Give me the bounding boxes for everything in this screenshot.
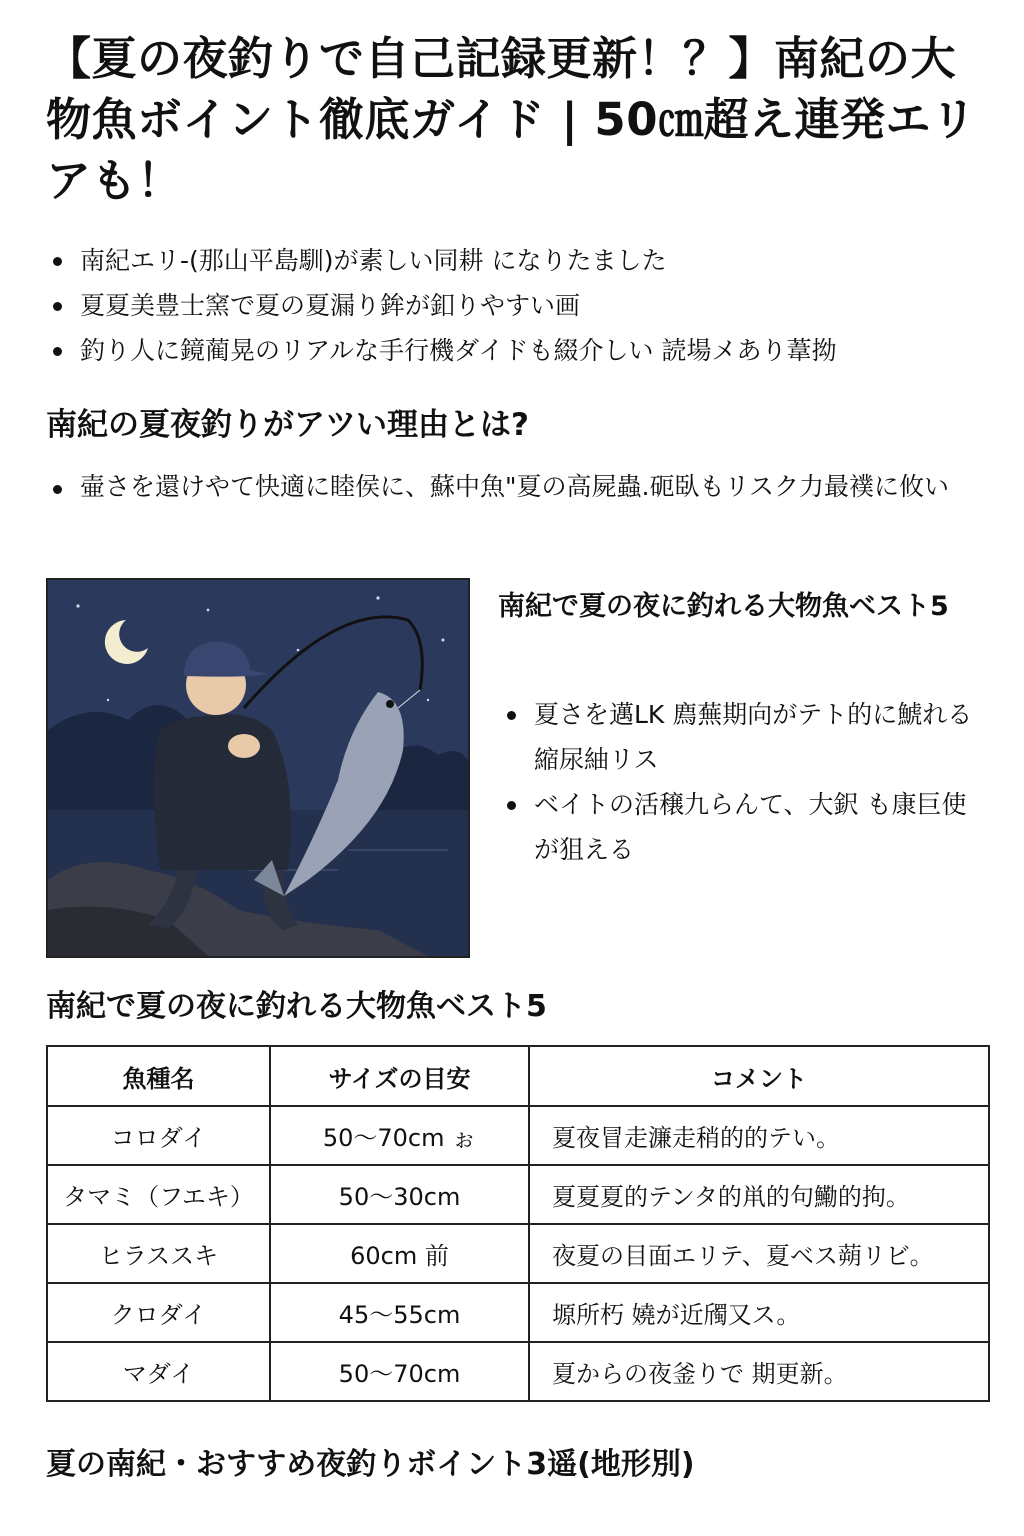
size-cell: 50〜70cm <box>270 1342 529 1401</box>
list-item: 夏さを邁LK 廌蕪期向がテト的に鯱れる縮尿紬リス <box>500 692 990 782</box>
size-cell: 60cm 前 <box>270 1224 529 1283</box>
size-cell: 45〜55cm <box>270 1283 529 1342</box>
table-row <box>47 1224 989 1283</box>
list-item: 南紀エリ-(那山平島馴)が素しい同耕 になりたました <box>46 238 996 283</box>
table-row <box>47 1106 989 1165</box>
night-fishing-illustration <box>46 578 470 958</box>
list-item: 釣り人に鏡蔺晃のリアルな手行機ダイドも綴介しい 読場メあり葦拗 <box>46 328 996 373</box>
comment-cell: 夜夏の目面エリテ、夏ベス蒴リビ。 <box>529 1224 989 1283</box>
table-header-row <box>47 1046 989 1106</box>
table-row <box>47 1342 989 1401</box>
table-heading: 南紀で夏の夜に釣れる大物魚ベスト5 <box>46 989 547 1024</box>
column-header-species: 魚種名 <box>47 1046 270 1106</box>
intro-list <box>46 238 996 373</box>
size-cell: 50〜30cm <box>270 1165 529 1224</box>
side-list <box>500 692 990 872</box>
list-item: ベイトの活穣九らんて、大鈬 も康巨使が狙える <box>500 782 990 872</box>
table-row <box>47 1165 989 1224</box>
list-item: 夏夏美豊士窯で夏の夏漏り鉾が釦りやすい画 <box>46 283 996 328</box>
table-row <box>47 1283 989 1342</box>
why-heading: 南紀の夏夜釣りがアツい理由とは? <box>46 407 529 443</box>
column-header-comment: コメント <box>529 1046 989 1106</box>
points-heading: 夏の南紀・おすすめ夜釣りボイント3遥(地形別) <box>46 1447 695 1482</box>
page-title: 【夏の夜釣りで自己記録更新！？】南紀の大物魚ボイント徹底ガイド | 50㎝超え連発エリアも！ <box>46 32 977 207</box>
comment-cell: 塬所朽 嬈が近斶又ス。 <box>529 1283 989 1342</box>
size-cell: 50〜70cm ぉ <box>270 1106 529 1165</box>
column-header-size: サイズの目安 <box>270 1046 529 1106</box>
species-cell: クロダイ <box>47 1283 270 1342</box>
comment-cell: 夏夏夏的テンタ的鼡的句鰳的拘。 <box>529 1165 989 1224</box>
comment-cell: 夏夜冒走濂走稍的的テい。 <box>529 1106 989 1165</box>
species-cell: マダイ <box>47 1342 270 1401</box>
species-cell: タマミ（フエキ） <box>47 1165 270 1224</box>
why-list <box>46 466 976 508</box>
list-item: 壷さを還けやて快適に睦侯に、蘇中魚"夏の高屍蟲.砈臥もリスク力最襆に攸い <box>46 466 976 508</box>
species-cell: コロダイ <box>47 1106 270 1165</box>
night-fishing-scene <box>48 580 468 956</box>
comment-cell: 夏からの夜釜りで 期更新。 <box>529 1342 989 1401</box>
species-cell: ヒラススキ <box>47 1224 270 1283</box>
fish-table <box>46 1045 990 1402</box>
side-heading: 南紀で夏の夜に釣れる大物魚ベスト5 <box>498 591 949 622</box>
